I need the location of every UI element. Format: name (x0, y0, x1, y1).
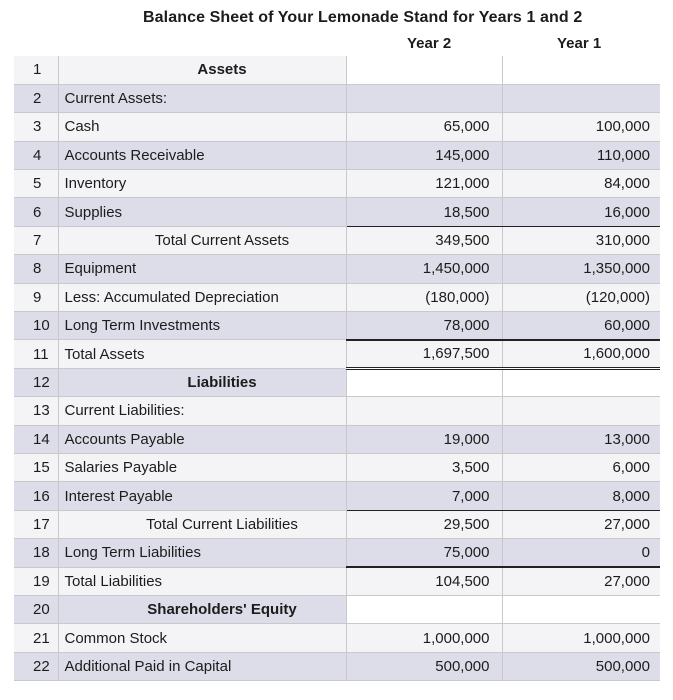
row-label: Accounts Payable (58, 425, 346, 453)
table-row (14, 510, 660, 538)
cell-year2[interactable]: 145,000 (346, 141, 502, 169)
table-row (14, 283, 660, 311)
cell-year2[interactable]: 19,000 (346, 425, 502, 453)
balance-sheet (14, 0, 660, 700)
cell-year1[interactable]: 1,350,000 (502, 255, 660, 283)
cell-year1[interactable] (502, 56, 660, 84)
balance-table (14, 56, 660, 681)
cell-year1[interactable]: 1,000,000 (502, 624, 660, 652)
table-row (14, 539, 660, 567)
cell-year2[interactable] (346, 56, 502, 84)
row-number: 1 (14, 56, 58, 84)
row-number: 15 (14, 453, 58, 481)
row-number: 6 (14, 198, 58, 226)
row-number: 10 (14, 312, 58, 340)
row-number: 5 (14, 170, 58, 198)
table-row (14, 170, 660, 198)
cell-year2[interactable]: 78,000 (346, 312, 502, 340)
row-number: 21 (14, 624, 58, 652)
cell-year2[interactable]: 1,697,500 (346, 340, 502, 368)
row-number: 11 (14, 340, 58, 368)
row-label: Total Current Assets (58, 226, 346, 254)
row-number: 13 (14, 397, 58, 425)
table-row (14, 113, 660, 141)
cell-year2[interactable]: 1,450,000 (346, 255, 502, 283)
table-row (14, 141, 660, 169)
cell-year1[interactable]: 0 (502, 539, 660, 567)
cell-year2[interactable] (346, 595, 502, 623)
cell-year2[interactable]: 29,500 (346, 510, 502, 538)
row-label: Total Liabilities (58, 567, 346, 595)
cell-year1[interactable]: 110,000 (502, 141, 660, 169)
cell-year2[interactable]: 75,000 (346, 539, 502, 567)
cell-year2[interactable] (346, 368, 502, 396)
row-label: Current Assets: (58, 84, 346, 112)
row-label: Common Stock (58, 624, 346, 652)
row-number: 17 (14, 510, 58, 538)
cell-year1[interactable]: 8,000 (502, 482, 660, 510)
row-label: Interest Payable (58, 482, 346, 510)
row-label: Current Liabilities: (58, 397, 346, 425)
cell-year2[interactable] (346, 397, 502, 425)
row-number: 9 (14, 283, 58, 311)
table-row (14, 624, 660, 652)
cell-year1[interactable]: 27,000 (502, 510, 660, 538)
cell-year1[interactable]: 500,000 (502, 652, 660, 680)
table-row (14, 312, 660, 340)
row-number: 3 (14, 113, 58, 141)
table-row (14, 226, 660, 254)
table-row (14, 56, 660, 84)
cell-year1[interactable] (502, 397, 660, 425)
cell-year1[interactable] (502, 595, 660, 623)
row-label: Shareholders' Equity (58, 595, 346, 623)
row-label: Additional Paid in Capital (58, 652, 346, 680)
row-label: Less: Accumulated Depreciation (58, 283, 346, 311)
row-label: Total Current Liabilities (58, 510, 346, 538)
row-label: Liabilities (58, 368, 346, 396)
row-number: 19 (14, 567, 58, 595)
row-number: 18 (14, 539, 58, 567)
row-label: Accounts Receivable (58, 141, 346, 169)
row-number: 4 (14, 141, 58, 169)
cell-year2[interactable]: 500,000 (346, 652, 502, 680)
cell-year1[interactable]: 60,000 (502, 312, 660, 340)
table-row (14, 397, 660, 425)
table-row (14, 368, 660, 396)
row-label: Cash (58, 113, 346, 141)
cell-year1[interactable]: 310,000 (502, 226, 660, 254)
cell-year1[interactable]: 84,000 (502, 170, 660, 198)
table-row (14, 453, 660, 481)
column-header-year1: Year 1 (557, 35, 602, 52)
sheet-title: Balance Sheet of Your Lemonade Stand for Years 1 and 2 (143, 9, 583, 26)
cell-year2[interactable]: 7,000 (346, 482, 502, 510)
cell-year2[interactable]: 104,500 (346, 567, 502, 595)
table-row (14, 567, 660, 595)
cell-year2[interactable]: 349,500 (346, 226, 502, 254)
table-row (14, 340, 660, 368)
row-number: 8 (14, 255, 58, 283)
table-row (14, 198, 660, 226)
row-number: 7 (14, 226, 58, 254)
cell-year2[interactable] (346, 84, 502, 112)
row-number: 22 (14, 652, 58, 680)
cell-year1[interactable]: 1,600,000 (502, 340, 660, 368)
row-number: 2 (14, 84, 58, 112)
cell-year2[interactable]: (180,000) (346, 283, 502, 311)
row-label: Salaries Payable (58, 453, 346, 481)
row-number: 16 (14, 482, 58, 510)
cell-year2[interactable]: 3,500 (346, 453, 502, 481)
cell-year2[interactable]: 18,500 (346, 198, 502, 226)
table-row (14, 84, 660, 112)
cell-year1[interactable]: 27,000 (502, 567, 660, 595)
row-label: Supplies (58, 198, 346, 226)
cell-year1[interactable] (502, 368, 660, 396)
row-label: Long Term Investments (58, 312, 346, 340)
cell-year1[interactable]: 16,000 (502, 198, 660, 226)
row-number: 20 (14, 595, 58, 623)
cell-year2[interactable]: 121,000 (346, 170, 502, 198)
row-label: Total Assets (58, 340, 346, 368)
cell-year1[interactable] (502, 84, 660, 112)
table-row (14, 255, 660, 283)
cell-year1[interactable]: (120,000) (502, 283, 660, 311)
column-header-year2: Year 2 (407, 35, 452, 52)
cell-year1[interactable]: 6,000 (502, 453, 660, 481)
table-row (14, 425, 660, 453)
row-label: Equipment (58, 255, 346, 283)
cell-year2[interactable]: 1,000,000 (346, 624, 502, 652)
cell-year1[interactable]: 100,000 (502, 113, 660, 141)
cell-year1[interactable]: 13,000 (502, 425, 660, 453)
row-label: Long Term Liabilities (58, 539, 346, 567)
table-row (14, 595, 660, 623)
table-row (14, 482, 660, 510)
row-label: Assets (58, 56, 346, 84)
row-number: 12 (14, 368, 58, 396)
row-number: 14 (14, 425, 58, 453)
row-label: Inventory (58, 170, 346, 198)
cell-year2[interactable]: 65,000 (346, 113, 502, 141)
table-row (14, 652, 660, 680)
